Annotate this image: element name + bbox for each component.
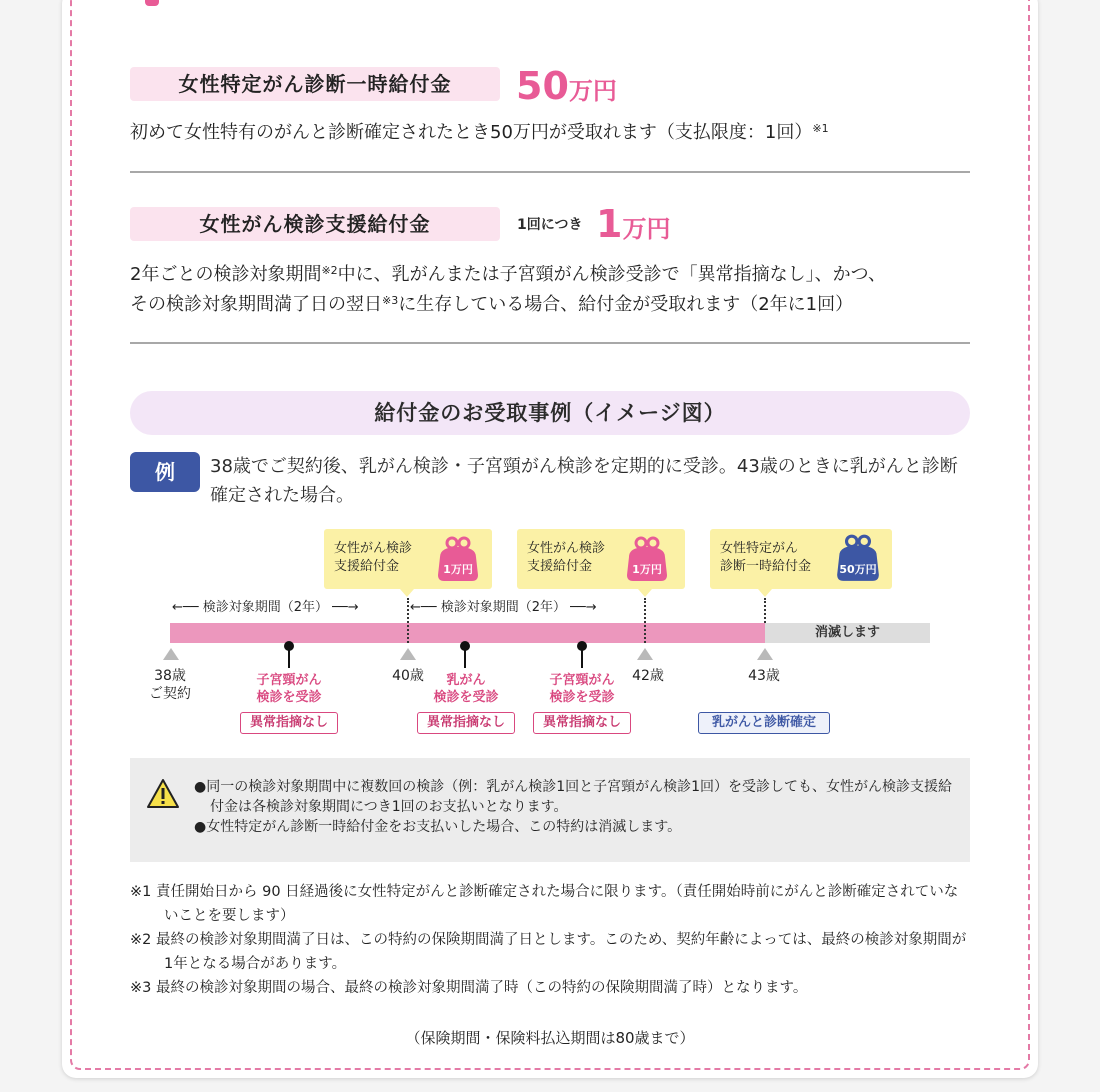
callout-line: 女性がん検診 xyxy=(527,541,606,556)
age-label: 38歳 xyxy=(154,668,186,684)
no-abnormality-tag: 異常指摘なし xyxy=(417,712,515,734)
desc-text: 中に、乳がんまたは子宮頸がん検診受診で「異常指摘なし」、かつ、 xyxy=(337,264,886,285)
benefit2-per: 1回につき xyxy=(517,217,583,233)
notice-text xyxy=(194,777,964,837)
top-accent-mark xyxy=(145,0,159,6)
divider xyxy=(130,171,970,173)
footer-note: （保険期間・保険料払込期間は80歳まで） xyxy=(405,1029,695,1047)
period-label: 検診対象期間（2年） xyxy=(202,600,328,615)
callout-line: 女性特定がん xyxy=(720,541,799,556)
event-line2: 検診を受診 xyxy=(433,690,499,705)
boundary-line-42 xyxy=(644,598,646,643)
benefit1-amount-number: 50 xyxy=(516,64,569,108)
benefit2-amount-unit: 万円 xyxy=(622,215,671,243)
desc-text: 2年ごとの検診対象期間 xyxy=(130,264,322,285)
lapse-bar: 消滅します xyxy=(765,623,930,643)
event-line xyxy=(288,650,290,668)
no-abnormality-tag: 異常指摘なし xyxy=(533,712,631,734)
contract-label: ご契約 xyxy=(149,686,191,702)
footnote-1: ※1 責任開始日から 90 日経過後に女性特定がんと診断確定された場合に限ります。（責任開始時前にがんと診断確定されていないことを要します） xyxy=(130,884,959,924)
event-line xyxy=(581,650,583,668)
event-line2: 検診を受診 xyxy=(549,690,615,705)
purse-label: 1万円 xyxy=(632,563,662,576)
age-42: 42歳 xyxy=(632,668,664,684)
desc-text: その検診対象期間満了日の翌日 xyxy=(130,294,382,315)
age-43: 43歳 xyxy=(748,668,780,684)
age-marker xyxy=(400,648,416,660)
note-mark: ※2 xyxy=(321,264,338,277)
notice-item: ●同一の検診対象期間中に複数回の検診（例：乳がん検診1回と子宮頸がん検診1回）を受診しても、女性がん検診支援給付金は各検診対象期間につき1回のお支払いとなります。 xyxy=(194,779,953,815)
footnote-3: ※3 最終の検診対象期間の場合、最終の検診対象期間満了時（この特約の保険期間満了時）となります。 xyxy=(130,980,808,996)
benefit2-desc-line1 xyxy=(130,260,975,290)
event-line1: 子宮頸がん xyxy=(549,673,615,688)
benefit1-description-text: 初めて女性特有のがんと診断確定されたとき50万円が受取れます（支払限度：1回） xyxy=(130,122,813,143)
benefit1-note-mark: ※1 xyxy=(812,122,829,135)
callout-diagnosis xyxy=(710,529,892,589)
example-text: 38歳でご契約後、乳がん検診・子宮頸がん検診を定期的に受診。43歳のときに乳がんと診断確定された場合。 xyxy=(210,456,958,506)
benefit1-name: 女性特定がん診断一時給付金 xyxy=(130,67,500,101)
example-heading: 給付金のお受取事例（イメージ図） xyxy=(130,391,970,435)
age-marker xyxy=(163,648,179,660)
callout-line: 支援給付金 xyxy=(527,559,593,574)
callout-text xyxy=(334,540,412,576)
diagnosis-tag: 乳がんと診断確定 xyxy=(698,712,830,734)
age-marker xyxy=(637,648,653,660)
callout-text xyxy=(527,540,605,576)
benefit2-name: 女性がん検診支援給付金 xyxy=(130,207,500,241)
coverage-bar xyxy=(170,623,765,643)
arrow-left-icon: ←── xyxy=(410,600,437,615)
event-breast xyxy=(417,672,515,706)
arrow-right-icon: ──→ xyxy=(332,600,359,615)
divider xyxy=(130,342,970,344)
benefit2-amount-number: 1 xyxy=(596,202,623,246)
callout-support-1 xyxy=(324,529,492,589)
arrow-right-icon: ──→ xyxy=(570,600,597,615)
benefit1-amount-unit: 万円 xyxy=(568,77,617,105)
callout-line: 診断一時給付金 xyxy=(720,559,812,574)
age-marker xyxy=(757,648,773,660)
period-label: 検診対象期間（2年） xyxy=(440,600,566,615)
benefit1-description xyxy=(130,118,829,148)
notice-item: ●女性特定がん診断一時給付金をお支払いした場合、この特約は消滅します。 xyxy=(194,819,682,835)
benefit1-amount xyxy=(516,66,617,111)
callout-line: 女性がん検診 xyxy=(334,541,413,556)
event-cervical-2 xyxy=(533,672,631,706)
callout-line: 支援給付金 xyxy=(334,559,400,574)
event-line1: 乳がん xyxy=(446,673,486,688)
age-38 xyxy=(140,667,200,703)
callout-tail xyxy=(758,589,772,597)
benefit2-desc-line2 xyxy=(130,290,975,320)
event-line1: 子宮頸がん xyxy=(256,673,322,688)
purse-label: 1万円 xyxy=(443,563,473,576)
event-line xyxy=(464,650,466,668)
age-40: 40歳 xyxy=(392,668,424,684)
boundary-line-40 xyxy=(407,598,409,643)
callout-text xyxy=(720,540,811,576)
callout-tail xyxy=(400,589,414,597)
callout-support-2 xyxy=(517,529,685,589)
warning-icon xyxy=(146,778,180,810)
callout-tail xyxy=(638,589,652,597)
desc-text: に生存している場合、給付金が受取れます（2年に1回） xyxy=(398,294,854,315)
event-cervical-1 xyxy=(240,672,338,706)
purse-label: 50万円 xyxy=(839,563,877,576)
example-badge: 例 xyxy=(130,452,200,492)
period-arrow-1 xyxy=(172,600,404,616)
period-arrow-2 xyxy=(410,600,642,616)
no-abnormality-tag: 異常指摘なし xyxy=(240,712,338,734)
event-line2: 検診を受診 xyxy=(256,690,322,705)
boundary-line-43 xyxy=(764,598,766,623)
arrow-left-icon: ←── xyxy=(172,600,199,615)
footnote-2: ※2 最終の検診対象期間満了日は、この特約の保険期間満了日とします。このため、契約年齢によっては、最終の検診対象期間が1年となる場合があります。 xyxy=(130,932,967,972)
note-mark: ※3 xyxy=(382,294,399,307)
benefit2-amount xyxy=(596,204,670,249)
benefit2-description xyxy=(130,260,975,320)
footnotes xyxy=(130,880,972,1000)
